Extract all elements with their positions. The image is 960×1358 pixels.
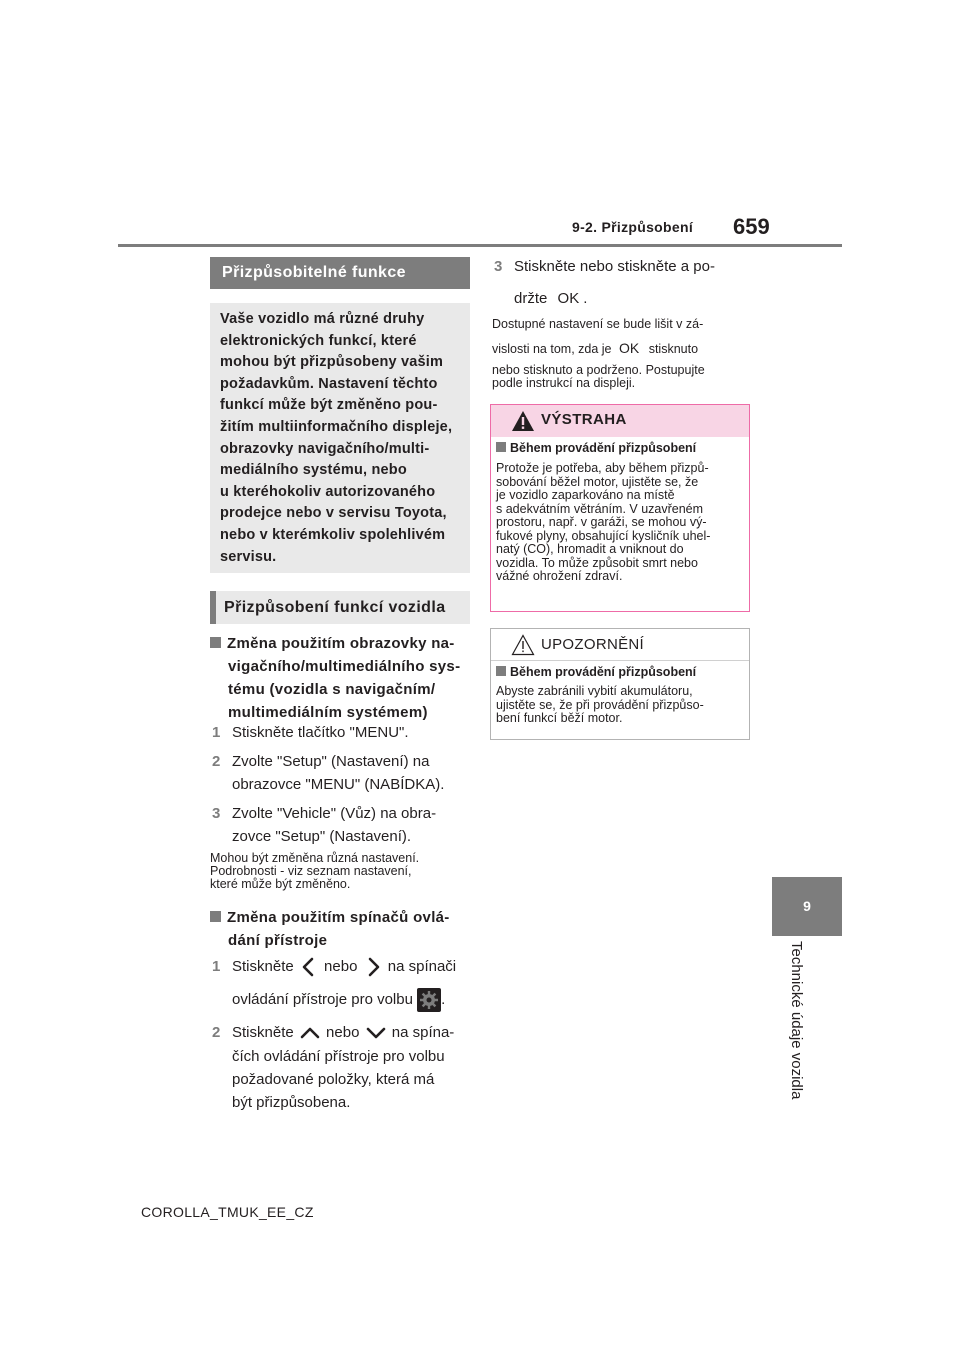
notice-box (490, 628, 750, 740)
caution-triangle-icon (511, 634, 535, 656)
warning-line: Protože je potřeba, aby během přizpů- (496, 461, 709, 475)
step-item (212, 1021, 472, 1114)
subheading-nav-screen (210, 632, 460, 724)
notice-line: Abyste zabránili vybití akumulátoru, (496, 684, 693, 698)
step-text: . (583, 290, 588, 307)
chapter-title: Technické údaje vozidla (788, 941, 805, 1100)
note-line: nebo stisknuto a podrženo. Postupujte (492, 363, 705, 377)
intro-box (210, 303, 470, 573)
step-text: . (441, 991, 446, 1008)
settings-gear-icon (417, 988, 441, 1012)
step-text: Stiskněte nebo stiskněte a po- (514, 258, 715, 275)
warning-header (491, 405, 749, 437)
notice-text (496, 685, 748, 726)
settings-note (210, 852, 419, 891)
step-text: Zvolte "Setup" (Nastavení) na (232, 753, 430, 770)
subheading-line: Změna použitím obrazovky na- (227, 635, 455, 652)
step-text: zovce "Setup" (Nastavení). (232, 828, 412, 845)
ok-button-label: OK (557, 290, 580, 307)
step-item (494, 255, 754, 310)
step-number: 3 (494, 258, 503, 275)
subheading-line: Změna použitím spínačů ovlá- (227, 909, 450, 926)
intro-line: mediálního systému, nebo (220, 462, 407, 479)
section-title: 9-2. Přizpůsobení (572, 219, 694, 235)
step-text: na spínači (387, 958, 457, 975)
heading-vehicle-customization: Přizpůsobení funkcí vozidla (210, 591, 470, 624)
notice-title-text: Během provádění přizpůsobení (510, 665, 697, 679)
step-text: čích ovládání přístroje pro volbu (232, 1048, 445, 1065)
document-code: COROLLA_TMUK_EE_CZ (141, 1204, 314, 1220)
notice-label: UPOZORNĚNÍ (541, 636, 645, 653)
step-text: držte (514, 290, 548, 307)
square-bullet-icon (496, 442, 506, 452)
warning-line: je vozidlo zaparkováno na místě (496, 488, 675, 502)
note-line: které může být změněno. (210, 877, 351, 891)
note-line: vislosti na tom, zda je (492, 342, 612, 356)
step-text: obrazovce "MENU" (NABÍDKA). (232, 776, 445, 793)
warning-line: prostoru, např. v garáži, se mohou vý- (496, 515, 707, 529)
chevron-down-icon (364, 1023, 388, 1043)
warning-title (496, 441, 696, 455)
intro-line: servisu. (220, 548, 277, 565)
intro-line: požadavkům. Nastavení těchto (220, 375, 438, 392)
header-rule (118, 244, 842, 247)
warning-box (490, 404, 750, 612)
warning-line: vozidla. To může způsobit smrt nebo (496, 555, 698, 570)
subheading-line: tému (vozidla s navigačním/ (228, 681, 436, 698)
intro-line: elektronických funkcí, které (220, 332, 417, 349)
notice-line: ujistěte se, že při provádění přizpůso- (496, 697, 704, 712)
warning-text (496, 462, 748, 584)
step-number: 2 (212, 753, 221, 770)
intro-line: nebo v kterémkoliv spolehlivém (220, 526, 446, 543)
step-text: nebo (326, 1024, 360, 1041)
chevron-up-icon (298, 1023, 322, 1043)
step-text: ovládání přístroje pro volbu (232, 991, 413, 1008)
subheading-line: multimediálním systémem) (228, 704, 428, 721)
intro-line: mohou být přizpůsobeny vašim (220, 354, 444, 371)
note-line: Podrobnosti - viz seznam nastavení, (210, 864, 412, 878)
step-item (212, 721, 409, 744)
subheading-line: vigačního/multimediálního sys- (228, 658, 461, 675)
step-text: požadované položky, která má (232, 1071, 435, 1088)
step-text: být přizpůsobena. (232, 1094, 351, 1111)
step-number: 3 (212, 805, 221, 822)
chapter-label (776, 941, 816, 1141)
warning-line: natý (CO), hromadit a vniknout do (496, 542, 684, 556)
square-bullet-icon (496, 666, 506, 676)
warning-triangle-icon (511, 410, 535, 432)
step-text: nebo (324, 958, 358, 975)
ok-button-label: OK (618, 340, 640, 356)
intro-line: obrazovky navigačního/multi- (220, 440, 430, 457)
intro-line: prodejce nebo v servisu Toyota, (220, 505, 447, 522)
step-item (212, 955, 472, 1012)
step-item (212, 750, 444, 796)
step-text: Stiskněte (232, 1024, 294, 1041)
step-number: 1 (212, 724, 221, 741)
chapter-tab: 9 (772, 877, 842, 936)
intro-line: funkcí může být změněno pou- (220, 397, 438, 414)
warning-line: vážné ohrožení zdraví. (496, 569, 623, 583)
warning-line: s adekvátním větráním. V uzavřeném (496, 501, 704, 516)
note-line: Dostupné nastavení se bude lišit v zá- (492, 317, 704, 331)
square-bullet-icon (210, 637, 221, 648)
warning-label: VÝSTRAHA (541, 411, 627, 428)
notice-header (491, 629, 749, 661)
step-text: Zvolte "Vehicle" (Vůz) na obra- (232, 805, 437, 822)
warning-line: sobování běžel motor, ujistěte se, že (496, 474, 699, 489)
notice-title (496, 665, 696, 679)
step-item (212, 802, 436, 848)
note-line: Mohou být změněna různá nastavení. (210, 851, 420, 865)
step-text: Stiskněte tlačítko "MENU". (232, 724, 409, 741)
warning-title-text: Během provádění přizpůsobení (510, 441, 697, 455)
step-number: 2 (212, 1024, 221, 1041)
intro-line: u kteréhokoliv autorizovaného (220, 483, 436, 500)
availability-note (492, 318, 754, 390)
note-line: stisknuto (648, 342, 699, 356)
page-number: 659 (733, 214, 770, 239)
warning-line: fukové plyny, obsahující kysličník uhel- (496, 528, 711, 543)
step-number: 1 (212, 958, 221, 975)
chevron-left-icon (298, 956, 320, 978)
subheading-meter-switches (210, 906, 450, 952)
square-bullet-icon (210, 911, 221, 922)
step-text: Stiskněte (232, 958, 294, 975)
subheading-line: dání přístroje (228, 932, 328, 949)
notice-line: bení funkcí běží motor. (496, 711, 623, 725)
chevron-right-icon (362, 956, 384, 978)
intro-line: Vaše vozidlo má různé druhy (220, 311, 425, 327)
heading-customizable-functions: Přizpůsobitelné funkce (210, 257, 470, 289)
note-line: podle instrukcí na displeji. (492, 376, 636, 390)
step-text: na spína- (391, 1024, 455, 1041)
intro-line: žitím multiinformačního displeje, (220, 418, 453, 435)
